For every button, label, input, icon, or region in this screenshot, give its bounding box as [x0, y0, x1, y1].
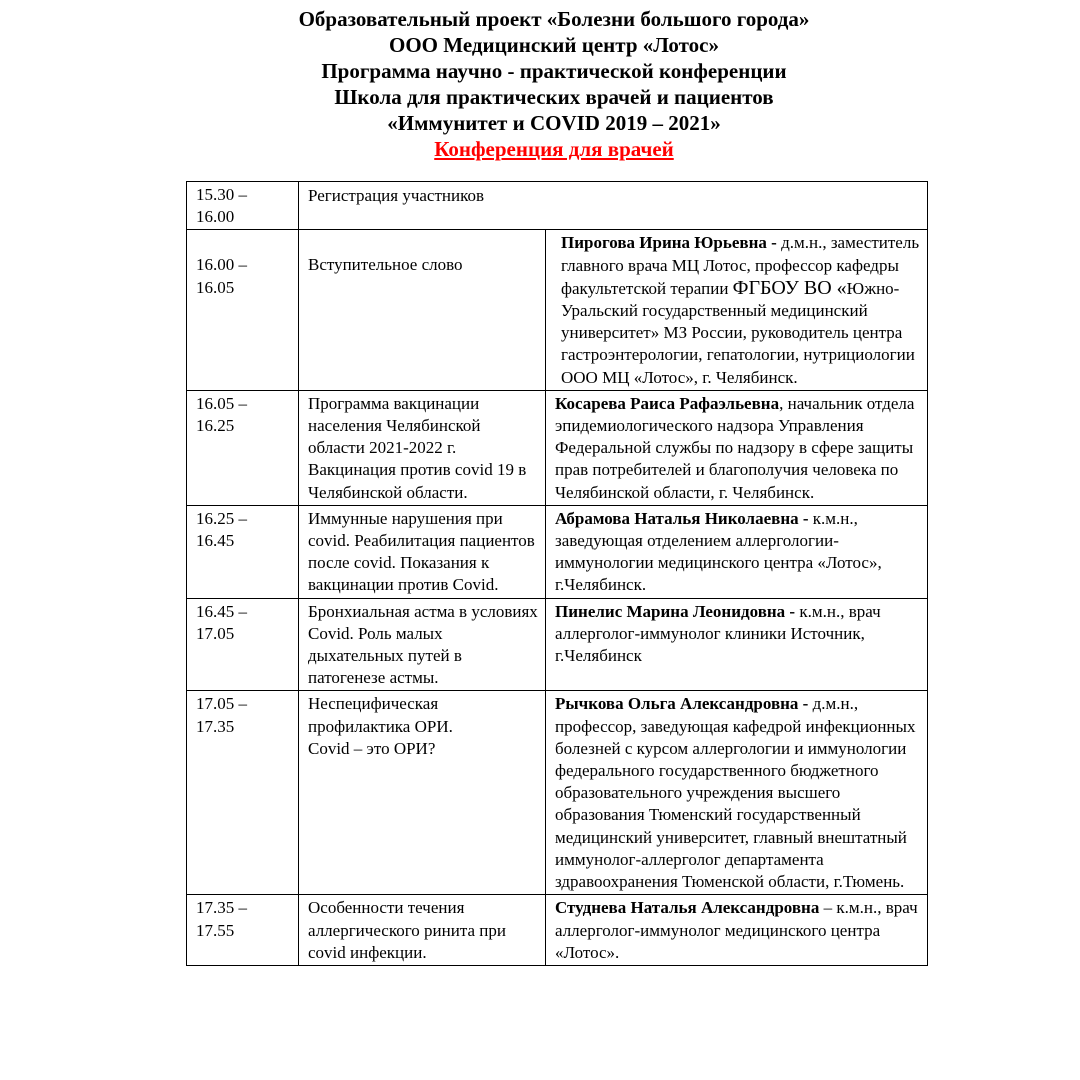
- time-end: 17.35: [196, 716, 235, 736]
- speaker-cell: [546, 230, 928, 390]
- time-start: 16.45 –: [196, 601, 247, 621]
- speaker-cell: [546, 598, 928, 691]
- project-title: Образовательный проект «Болезни большого города»: [298, 7, 810, 31]
- table-row: [187, 390, 928, 505]
- conference-subtitle: Конференция для врачей: [434, 137, 674, 161]
- speaker-info: к.м.н., заведующая отделением аллергологии-иммунологии медицинского центра «Лотос», г.Челябинск.: [555, 508, 882, 595]
- program-title: Программа научно - практической конференции: [321, 59, 787, 83]
- speaker-cell: [546, 895, 928, 966]
- speaker-info: Южно-Уральский государственный медицинский университет» МЗ России, руководитель центра гастроэнтерологии, гепатологии, нутрициологии ООО МЦ «Лотос», г. Челябинск.: [561, 278, 915, 387]
- speaker-info-large: ФГБОУ ВО «: [732, 276, 847, 299]
- topic-line: Covid – это ОРИ?: [308, 738, 436, 758]
- time-cell: [187, 691, 299, 895]
- speaker-info: д.м.н., заместитель главного врача МЦ Лотос, профессор кафедры факультетской терапии: [561, 233, 920, 298]
- time-cell: [187, 598, 299, 691]
- time-start: 17.05 –: [196, 694, 247, 714]
- speaker-info: , начальник отдела эпидемиологического надзора Управления Федеральной службы по надзору в сфере защиты прав потребителей и благополучия человека по Челябинской области, г. Челябинск.: [555, 393, 915, 502]
- table-row: [187, 505, 928, 598]
- time-start: 16.05 –: [196, 393, 247, 413]
- time-cell: [187, 182, 299, 230]
- time-cell: [187, 390, 299, 505]
- table-row: [187, 895, 928, 966]
- speaker-name: Пинелис Марина Леонидовна -: [555, 601, 796, 621]
- time-end: 17.05: [196, 623, 235, 643]
- program-table: [186, 181, 928, 966]
- topic-cell: Регистрация участников: [299, 182, 928, 230]
- speaker-name: Абрамова Наталья Николаевна -: [555, 508, 809, 528]
- time-end: 16.05: [196, 277, 235, 297]
- speaker-cell: [546, 691, 928, 895]
- speaker-name: Косарева Раиса Рафаэльевна: [555, 393, 780, 413]
- organization-name: ООО Медицинский центр «Лотос»: [389, 33, 719, 57]
- speaker-info: д.м.н., профессор, заведующая кафедрой инфекционных болезней с курсом аллергологии и иммунологии федерального государственного бюджетного образовательного учреждения высшего образования Тюменский государственный медицинский университет, главный внештатный иммунолог-аллерголог департамента здравоохранения Тюменской области, г.Тюмень.: [555, 694, 916, 892]
- time-end: 16.00: [196, 207, 235, 227]
- time-start: 15.30 –: [196, 185, 247, 204]
- speaker-cell: [546, 390, 928, 505]
- speaker-info: – к.м.н., врач аллерголог-иммунолог медицинского центра «Лотос».: [555, 898, 918, 962]
- time-start: 16.25 –: [196, 508, 247, 528]
- table-row: [187, 598, 928, 691]
- time-end: 16.25: [196, 416, 235, 436]
- time-start: 17.35 –: [196, 898, 247, 918]
- topic-cell: [299, 691, 546, 895]
- school-title: Школа для практических врачей и пациентов: [334, 85, 774, 109]
- speaker-name: Рычкова Ольга Александровна -: [555, 694, 809, 714]
- topic-cell: Иммунные нарушения при covid. Реабилитация пациентов после covid. Показания к вакцинации против Covid.: [299, 505, 546, 598]
- topic-cell: Бронхиальная астма в условиях Covid. Роль малых дыхательных путей в патогенезе астмы.: [299, 598, 546, 691]
- time-cell: [187, 895, 299, 966]
- time-cell: [187, 230, 299, 390]
- table-row: [187, 230, 928, 390]
- speaker-name: Студнева Наталья Александровна: [555, 898, 820, 918]
- topic-line: Неспецифическая профилактика ОРИ.: [308, 694, 453, 736]
- conference-theme: «Иммунитет и COVID 2019 – 2021»: [387, 111, 721, 135]
- table-row: [187, 182, 928, 230]
- time-cell: [187, 505, 299, 598]
- time-start: 16.00 –: [196, 255, 247, 275]
- topic-cell: Программа вакцинации населения Челябинской области 2021-2022 г. Вакцинация против covid 19 в Челябинской области.: [299, 390, 546, 505]
- speaker-name: Пирогова Ирина Юрьевна -: [561, 233, 777, 253]
- document-header: [0, 6, 1080, 162]
- topic-cell: Вступительное слово: [299, 230, 546, 390]
- speaker-cell: [546, 505, 928, 598]
- time-end: 16.45: [196, 531, 235, 551]
- speaker-info: к.м.н., врач аллерголог-иммунолог клиники Источник, г.Челябинск: [555, 601, 881, 666]
- time-end: 17.55: [196, 920, 235, 940]
- topic-cell: Особенности течения аллергического ринита при covid инфекции.: [299, 895, 546, 966]
- table-row: [187, 691, 928, 895]
